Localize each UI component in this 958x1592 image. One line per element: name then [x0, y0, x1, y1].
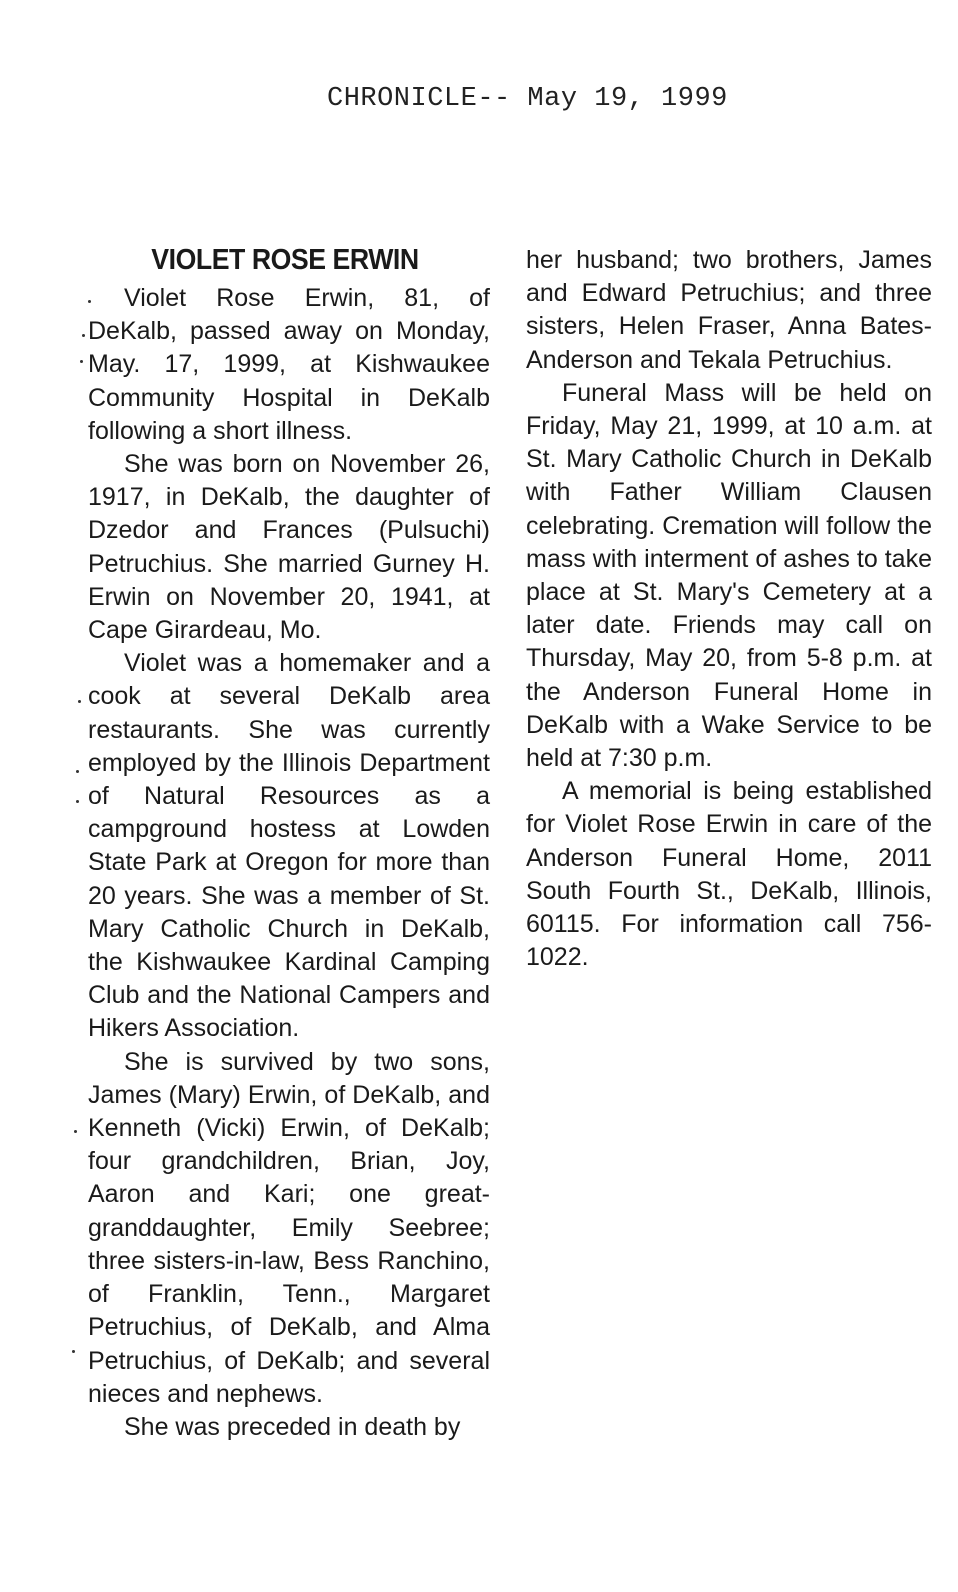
paragraph: Violet Rose Erwin, 81, of DeKalb, passed away on Monday, May. 17, 1999, at Kishwaukee Community Hospital in DeKalb following a short illness. — [88, 284, 490, 445]
article-column-right — [526, 244, 932, 974]
paragraph: She was born on November 26, 1917, in DeKalb, the daughter of Dzedor and Frances (Pulsuchi) Petruchius. She married Gurney H. Erwin on November 20, 1941, at Cape Girardeau, Mo. — [88, 450, 490, 645]
paragraph: Violet was a homemaker and a cook at several DeKalb area restaurants. She was currently employed by the Illinois Department of Natural Resources as a campground hostess at Lowden State Park at Oregon for more than 20 years. She was a member of St. Mary Catholic Church in DeKalb, the Kishwaukee Kardinal Camping Club and the National Campers and Hikers Association. — [88, 649, 490, 1043]
paragraph: Funeral Mass will be held on Friday, May 21, 1999, at 10 a.m. at St. Mary Catholic Church in DeKalb with Father William Clausen celebrating. Cremation will follow the mass with interment of ashes to take place at St. Mary's Cemetery at a later date. Friends may call on Thursday, May 20, from 5-8 p.m. at the Anderson Funeral Home in DeKalb with a Wake Service to be held at 7:30 p.m. — [526, 378, 932, 773]
paragraph: She is survived by two sons, James (Mary) Erwin, of DeKalb, and Kenneth (Vicki) Erwin, of DeKalb; four grandchildren, Brian, Joy, Aaron and Kari; one great-granddaughter, Emily Seebree; three sisters-in-law, Bess Ranchino, of Franklin, Tenn., Margaret Petruchius, of DeKalb, and Alma Petruchius, of DeKalb; and several nieces and nephews. — [88, 1047, 490, 1408]
scan-speck — [74, 1130, 77, 1133]
scan-speck — [88, 300, 91, 303]
scan-speck — [80, 360, 83, 363]
paragraph: She was preceded in death by — [124, 1412, 461, 1441]
scan-speck — [82, 334, 85, 337]
publication-date-line: CHRONICLE-- May 19, 1999 — [327, 84, 728, 114]
scan-speck — [76, 800, 79, 803]
paragraph: her husband; two brothers, James and Edward Petruchius; and three sisters, Helen Fraser, Anna Bates-Anderson and Tekala Petruchius. — [526, 246, 932, 374]
paragraph: A memorial is being established for Violet Rose Erwin in care of the Anderson Funeral Home, 2011 South Fourth St., DeKalb, Illinois, 60115. For information call 756-1022. — [526, 777, 932, 972]
scan-speck — [72, 1350, 75, 1353]
obituary-headline: VIOLET ROSE ERWIN — [151, 244, 419, 276]
scan-speck — [78, 700, 81, 703]
article-column-left — [88, 282, 490, 1444]
scan-speck — [76, 770, 79, 773]
